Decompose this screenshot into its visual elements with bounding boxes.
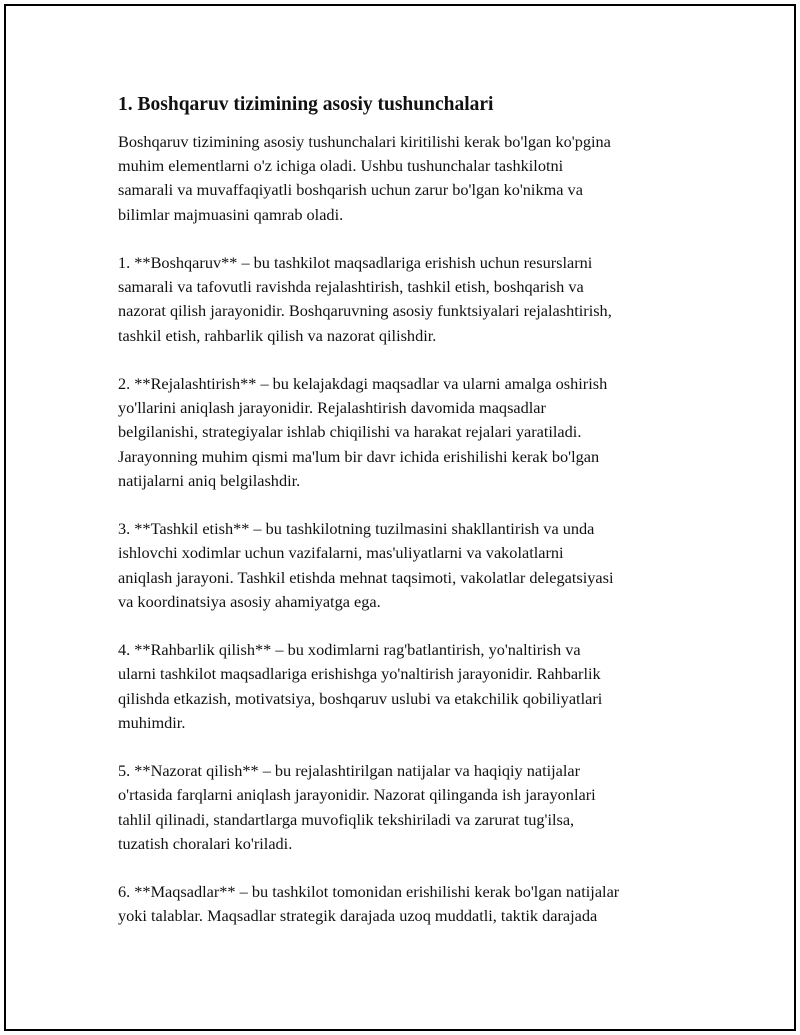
intro-paragraph: Boshqaruv tizimining asosiy tushunchalari kiritilishi kerak bo'lgan ko'pgina muhim elementlarni o'z ichiga oladi. Ushbu tushunchalar tashkilotni samarali va muvaffaqiyatli boshqarish uchun zarur bo'lgan ko'nikma va bilimlar majmuasini qamrab oladi. — [118, 132, 611, 224]
paragraph-nazorat-qilish: 5. **Nazorat qilish** – bu rejalashtirilgan natijalar va haqiqiy natijalar o'rtasida farqlarni aniqlash jarayonidir. Nazorat qilinganda ish jarayonlari tahlil qilinadi, standartlarga muvofiqlik tekshiriladi va zarurat tug'ilsa, tuzatish choralari ko'riladi. — [118, 761, 596, 853]
section-heading: 1. Boshqaruv tizimining asosiy tushunchalari — [118, 94, 494, 115]
document-body — [118, 92, 698, 929]
paragraph-tashkil-etish: 3. **Tashkil etish** – bu tashkilotning tuzilmasini shakllantirish va unda ishlovchi xodimlar uchun vazifalarni, mas'uliyatlarni va vakolatlarni aniqlash jarayoni. Tashkil etishda mehnat taqsimoti, vakolatlar delegatsiyasi va koordinatsiya asosiy ahamiyatga ega. — [118, 519, 614, 611]
paragraph-rejalashtirish: 2. **Rejalashtirish** – bu kelajakdagi maqsadlar va ularni amalga oshirish yo'llarini aniqlash jarayonidir. Rejalashtirish davomida maqsadlar belgilanishi, strategiyalar ishlab chiqilishi va harakat rejalari yaratiladi. Jarayonning muhim qismi ma'lum bir davr ichida erishilishi kerak bo'lgan natijalarni aniq belgilashdir. — [118, 374, 608, 490]
paragraph-maqsadlar: 6. **Maqsadlar** – bu tashkilot tomonidan erishilishi kerak bo'lgan natijalar yoki talablar. Maqsadlar strategik darajada uzoq muddatli, taktik darajada — [118, 882, 620, 926]
paragraph-rahbarlik-qilish: 4. **Rahbarlik qilish** – bu xodimlarni rag'batlantirish, yo'naltirish va ularni tashkilot maqsadlariga erishishga yo'naltirish jarayonidir. Rahbarlik qilishda etkazish, motivatsiya, boshqaruv uslubi va etakchilik qobiliyatlari muhimdir. — [118, 640, 603, 732]
paragraph-boshqaruv: 1. **Boshqaruv** – bu tashkilot maqsadlariga erishish uchun resurslarni samarali va tafovutli ravishda rejalashtirish, tashkil etish, boshqarish va nazorat qilish jarayonidir. Boshqaruvning asosiy funktsiyalari rejalashtirish, tashkil etish, rahbarlik qilish va nazorat qilishdir. — [118, 253, 612, 345]
